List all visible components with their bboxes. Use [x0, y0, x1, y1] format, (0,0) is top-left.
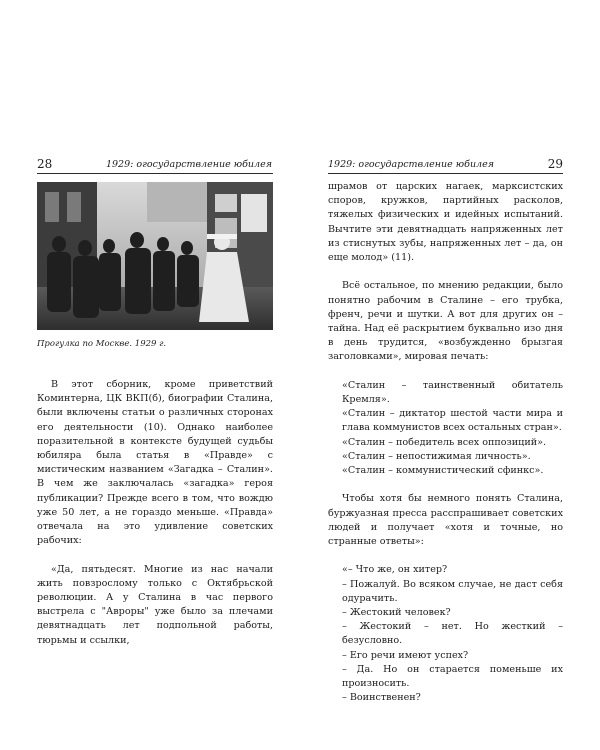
- quote-paragraph: «Да, пятьдесят. Многие из нас начали жить повзрослому только с Октябрьской революции. А у Сталина в час первого выстрела с "Авроры" уже было за плечами девятнадцать лет подпольной работы, тюрьмы и ссылки,: [37, 563, 273, 646]
- headline-item: «Сталин – коммунистический сфинкс».: [342, 465, 544, 477]
- dialogue-line: – Да. Но он старается поменьше их произносить.: [342, 663, 563, 690]
- header-rule: [37, 173, 273, 174]
- dialogue-line: – Жестокий – нет. Но жесткий – безусловно.: [342, 621, 563, 647]
- dialogue-line: – Пожалуй. Во всяком случае, не даст себя одурачить.: [342, 578, 563, 604]
- left-body-text: [37, 378, 273, 648]
- dialogue-line: – Воинственен?: [342, 692, 421, 704]
- quote-continuation: шрамов от царских нагаек, марксистских споров, кружков, партийных расколов, тяжелых физических и идейных испытаний. Вычтите эти девятнадцать напряженных лет из стиснутых зубы, напряженных лет – да, он еще молод» (11).: [328, 181, 563, 264]
- photo-caption: Прогулка по Москве. 1929 г.: [37, 339, 167, 349]
- running-header: 1929: огосударствление юбилея: [105, 159, 272, 170]
- paragraph: Чтобы хотя бы немного понять Сталина, буржуазная пресса расспрашивает советских людей и получает «хотя и точные, но странные ответы»:: [328, 493, 563, 548]
- paragraph: В этот сборник, кроме приветствий Коминтерна, ЦК ВКП(б), биографии Сталина, были включены статьи о различных сторонах его деятельности (10). Однако наиболее поразительной в контексте будущей судьбы юбиляра была статья в «Правде» с мистическим названием «Загадка – Сталин». В чем же заключалась «загадка» героя публикации? Прежде всего в том, что вождю уже 50 лет, а не гораздо меньше. «Правда» отвечала на это удивление советских рабочих:: [37, 379, 273, 547]
- dialogue-line: – Его речи имеют успех?: [342, 649, 469, 661]
- street-scene-image: [37, 182, 273, 330]
- right-page: [300, 0, 600, 750]
- headline-item: «Сталин – непостижимая личность».: [342, 450, 531, 462]
- dialogue-line: «– Что же, он хитер?: [342, 564, 448, 576]
- running-header: 1929: огосударствление юбилея: [328, 159, 495, 170]
- paragraph: Всё остальное, по мнению редакции, было понятно рабочим в Сталине – его трубка, френч, речи и шутки. А вот для других он – тайна. Над её раскрытием буквально изо дня в день трудится, «возбужденно брызгая заголовками», мировая печать:: [328, 280, 563, 363]
- right-body-text: [328, 180, 563, 705]
- headline-item: «Сталин – диктатор шестой части мира и глава коммунистов всех остальных стран».: [342, 408, 563, 434]
- headline-list: [328, 379, 563, 478]
- page-number: 29: [547, 157, 563, 171]
- dialogue-line: – Жестокий человек?: [342, 607, 451, 619]
- header-rule: [328, 173, 563, 174]
- headline-item: «Сталин – таинственный обитатель Кремля».: [342, 379, 563, 406]
- dialogue-list: [328, 563, 563, 705]
- page-number: 28: [37, 157, 53, 171]
- headline-item: «Сталин – победитель всех оппозиций».: [342, 436, 547, 448]
- archival-photo: [37, 182, 273, 330]
